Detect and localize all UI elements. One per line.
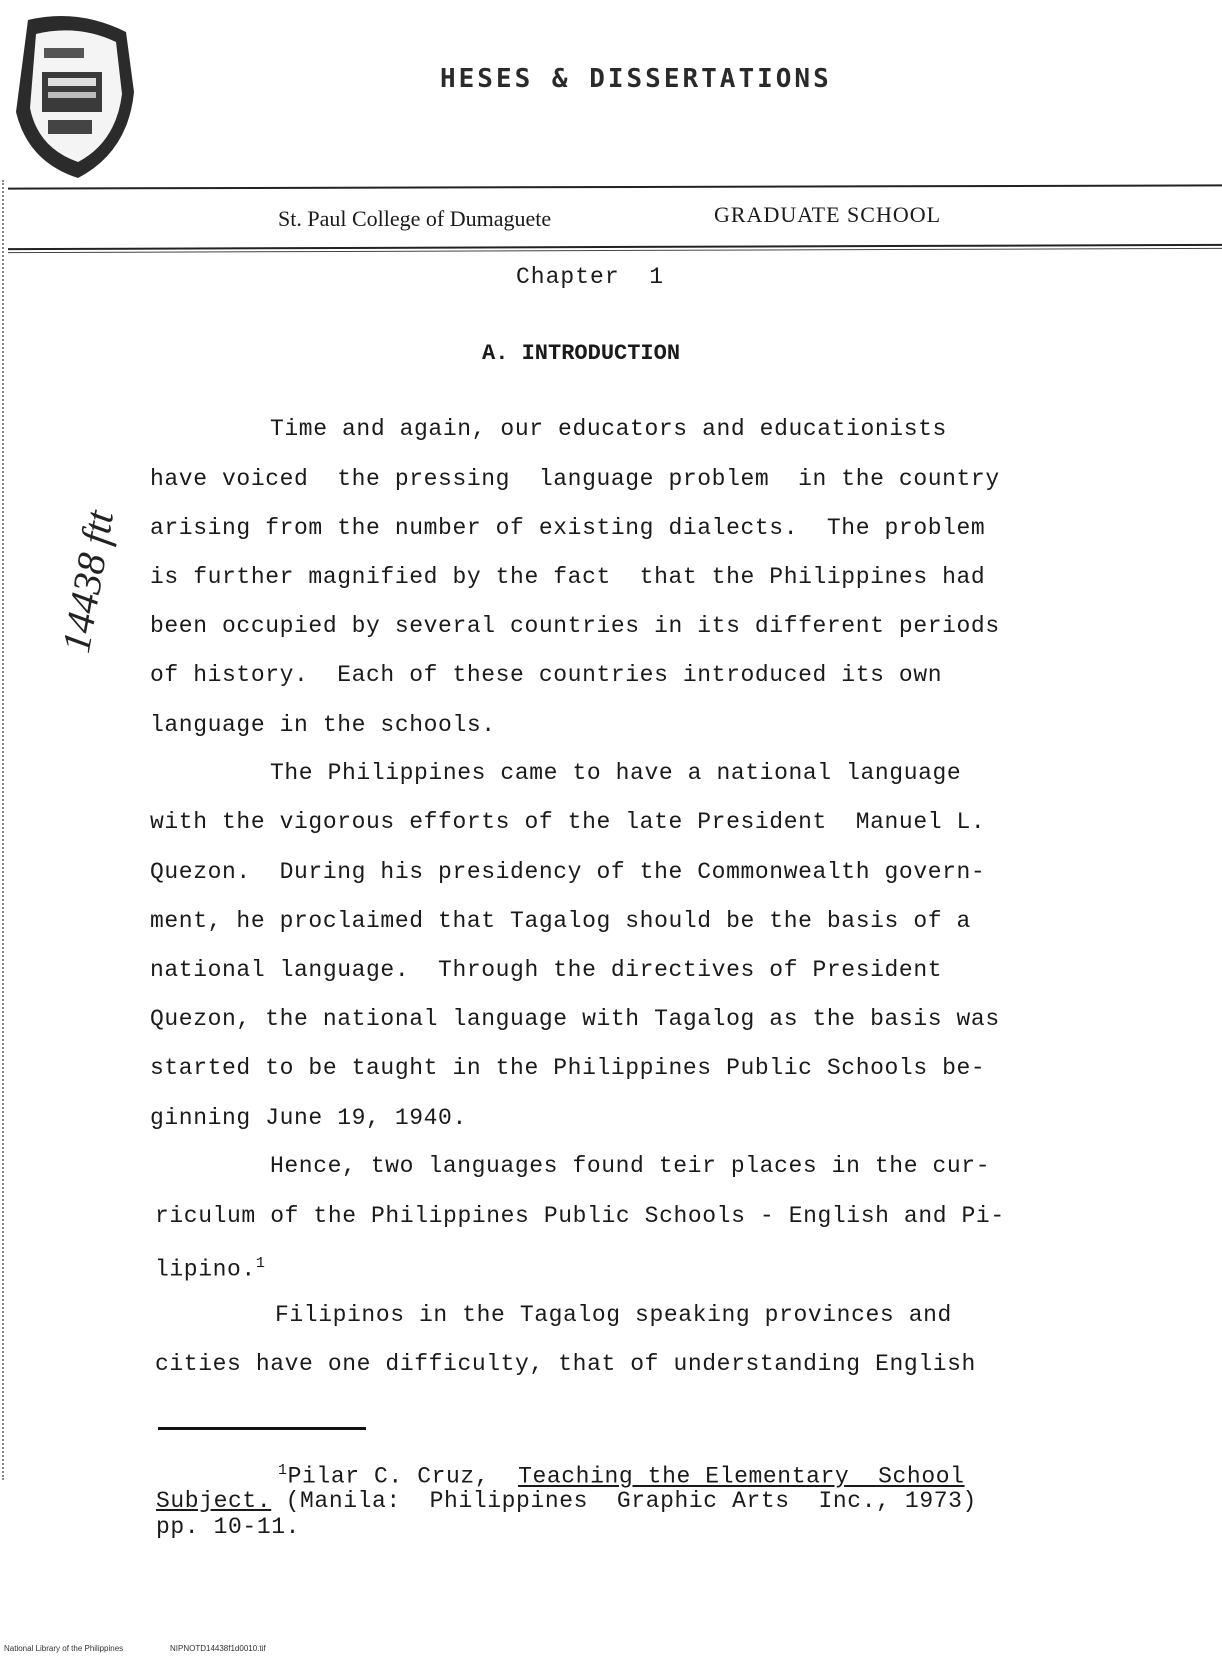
body-line: The Philippines came to have a national language	[270, 760, 962, 786]
library-credit: National Library of the Philippines	[4, 1644, 124, 1653]
body-line: ment, he proclaimed that Tagalog should be the basis of a	[150, 908, 971, 934]
body-line: with the vigorous efforts of the late President Manuel L.	[150, 809, 986, 835]
footnote-line-1	[278, 1462, 965, 1490]
header-rule-top	[8, 184, 1222, 189]
footnote-publisher: (Manila: Philippines Graphic Arts Inc., 1973)	[271, 1488, 977, 1514]
body-line: cities have one difficulty, that of understanding English	[155, 1351, 976, 1377]
body-line: Hence, two languages found teir places in the cur-	[270, 1153, 991, 1179]
footnote-rule	[158, 1427, 366, 1430]
body-line: Time and again, our educators and educationists	[270, 416, 947, 442]
footnote-line-2	[156, 1488, 977, 1514]
college-name: St. Paul College of Dumaguete	[278, 206, 552, 231]
body-line: Filipinos in the Tagalog speaking provinces and	[275, 1302, 952, 1328]
body-line: arising from the number of existing dialects. The problem	[150, 515, 986, 541]
body-line: riculum of the Philippines Public Schools - English and Pi-	[155, 1203, 1005, 1229]
chapter-label: Chapter	[516, 264, 620, 290]
body-line: national language. Through the directives of President	[150, 957, 943, 983]
seal-icon	[8, 12, 138, 182]
footnote-title-1: Teaching the Elementary School	[518, 1463, 965, 1490]
chapter-title	[516, 264, 664, 290]
body-line: ginning June 19, 1940.	[150, 1105, 467, 1131]
body-line: of history. Each of these countries introduced its own	[150, 662, 943, 688]
chapter-number: 1	[649, 264, 665, 290]
file-name: NIPNOTD14438f1d0010.tif	[170, 1644, 266, 1653]
margin-note: 14438 ftt	[52, 507, 123, 656]
footnote-author: Pilar C. Cruz,	[287, 1463, 490, 1490]
body-line: language in the schools.	[150, 712, 496, 738]
body-line: been occupied by several countries in its different periods	[150, 613, 1000, 639]
footnote-marker: 1	[278, 1462, 288, 1479]
body-line-with-note	[155, 1255, 265, 1283]
footnote-pages: pp. 10-11.	[156, 1514, 301, 1540]
body-line: Quezon. During his presidency of the Commonwealth govern-	[150, 859, 986, 885]
body-line: is further magnified by the fact that the Philippines had	[150, 564, 986, 590]
body-line: have voiced the pressing language problem in the country	[150, 466, 1000, 492]
school-name: GRADUATE SCHOOL	[714, 202, 942, 227]
scan-edge	[2, 180, 10, 1480]
body-line: Quezon, the national language with Tagalog as the basis was	[150, 1006, 1000, 1032]
footnote-title-2: Subject.	[156, 1488, 272, 1514]
stamp-title: HESES & DISSERTATIONS	[440, 64, 832, 94]
section-heading: A. INTRODUCTION	[482, 341, 681, 366]
footnote-reference: 1	[255, 1255, 266, 1272]
body-line: started to be taught in the Philippines Public Schools be-	[150, 1055, 986, 1081]
body-line: lipino.	[155, 1256, 256, 1283]
